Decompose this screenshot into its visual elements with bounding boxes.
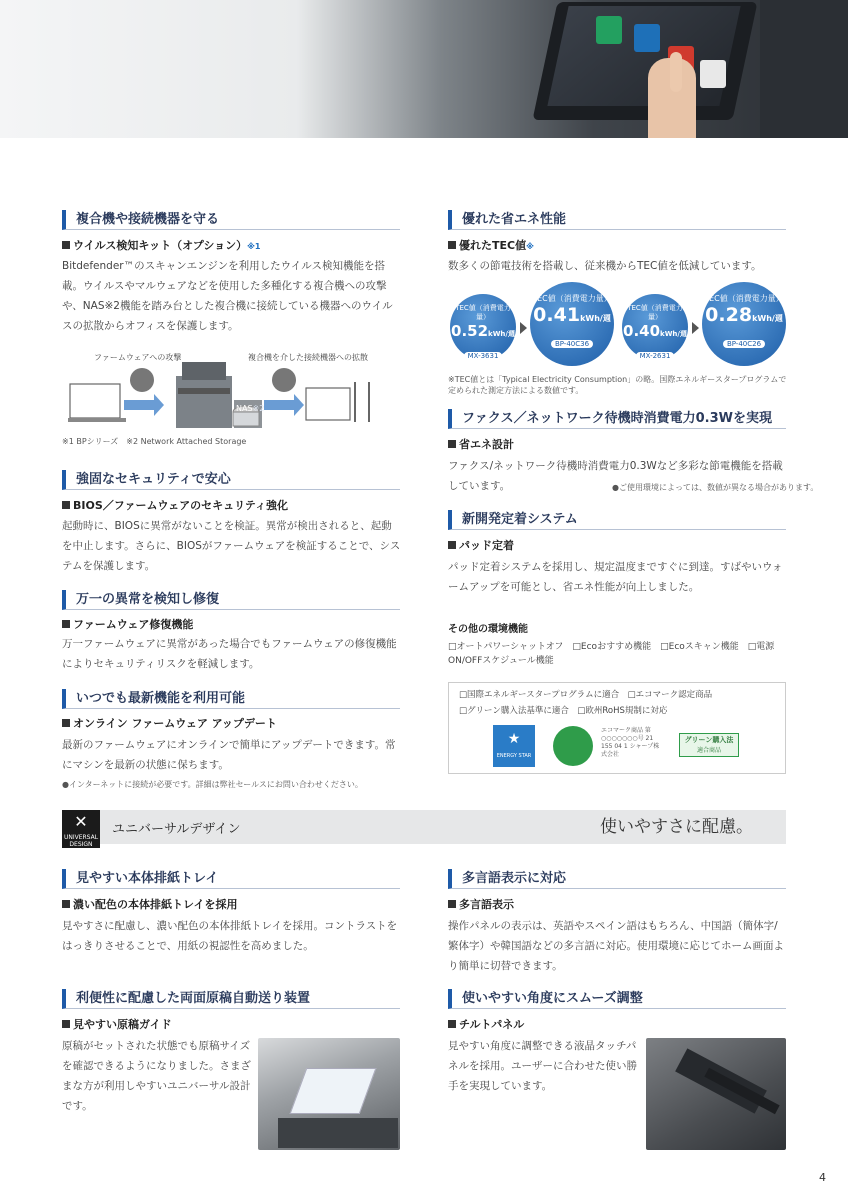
section-title: 使いやすい角度にスムーズ調整 [448,989,786,1009]
body-text: 原稿がセットされた状態でも原稿サイズを確認できるようになりました。さまざまな方が利用しやすいユニバーサル設計です。 [62,1040,251,1112]
footnote: ●ご使用環境によっては、数値が異なる場合があります。 [612,483,819,492]
touch-screen [547,6,740,106]
body-text: Bitdefender™のスキャンエンジンを利用したウイルス検知機能を搭載。ウイルスやマルウェアなどを使用した多種化する複合機への攻撃や、NAS※2機能を踏み台とした複合機に接続している機器へのウイルスの拡散からオフィスを保護します。 [62,260,393,332]
subheading: 省エネ設計 [448,436,514,452]
tec-badge: TEC値（消費電力量） 0.52kWh/週 MX-3631 [450,294,516,360]
section-title: 利便性に配慮した両面原稿自動送り装置 [62,989,400,1009]
banner-title: ユニバーサルデザイン [112,822,241,837]
body-text: 起動時に、BIOSに異常がないことを検証。異常が検出されると、起動を中止します。さらに、BIOSがファームウェアを検証することで、システムを保護します。 [62,520,401,572]
body-text: 見やすい角度に調整できる液晶タッチパネルを採用。ユーザーに合わせた使い勝手を実現しています。 [448,1040,637,1092]
section-title: 多言語表示に対応 [448,869,786,889]
app-tile [596,16,622,44]
subheading: 濃い配色の本体排紙トレイを採用 [62,896,237,912]
subheading: チルトパネル [448,1016,524,1032]
body-text: パッド定着システムを採用し、規定温度まですぐに到達。すばやいウォームアップを可能とし、省エネ性能が向上しました。 [448,561,783,593]
arrow-icon [692,322,699,334]
section-title: 優れた省エネ性能 [448,210,786,230]
section-title: 万一の異常を検知し修復 [62,590,400,610]
finger-photo [670,52,682,92]
tec-badge: TEC値（消費電力量） 0.28kWh/週 BP-40C26 [702,282,786,366]
body-text: 万一ファームウェアに異常があった場合でもファームウェアの修復機能によりセキュリティリスクを軽減します。 [62,638,397,670]
section-title: 見やすい本体排紙トレイ [62,869,400,889]
green-purchase-badge: グリーン購入法 適合商品 [679,733,739,757]
arrow-icon [520,322,527,334]
hero-photo [0,0,848,138]
eco-mark-logo [553,726,593,766]
subheading: 優れたTEC値※ [448,237,534,253]
certification-box: □国際エネルギースタープログラムに適合 □エコマーク認定商品 □グリーン購入法基準に適合 □欧州RoHS規制に対応 ★ ENERGY STAR エコマーク商品 第○○○○○○○号 21 155 04 1 シャープ株式会社 グリーン購入法 適合商品 [448,682,786,774]
body-text: ファクス/ネットワーク待機時消費電力0.3Wなど多彩な節電機能を搭載しています。 [448,460,783,492]
section-title: いつでも最新機能を利用可能 [62,689,400,709]
app-tile [634,24,660,52]
env-title: その他の環境機能 [448,624,528,635]
body-text: 数多くの節電技術を搭載し、従来機からTEC値を低減しています。 [448,260,762,272]
section-title: 複合機や接続機器を守る [62,210,400,230]
subheading: ファームウェア修復機能 [62,616,193,632]
virus-diagram: ファームウェアへの攻撃 複合機を介した接続機器への拡散 NAS※2 [68,348,398,438]
eco-mark-text: エコマーク商品 第○○○○○○○号 21 155 04 1 シャープ株式会社 [601,727,660,758]
subheading: 見やすい原稿ガイド [62,1016,172,1032]
section-title: 強固なセキュリティで安心 [62,470,400,490]
subheading: ウイルス検知キット（オプション）※1 [62,237,260,253]
section-title: 新開発定着システム [448,510,786,530]
subheading: 多言語表示 [448,896,514,912]
body-text: 操作パネルの表示は、英語やスペイン語はもちろん、中国語（簡体字/繁体字）や韓国語などの多言語に対応。使用環境に応じてホーム画面より簡単に切替できます。 [448,920,784,972]
tilt-panel-photo [646,1038,786,1150]
subheading: オンライン ファームウェア アップデート [62,715,277,731]
energy-star-logo: ★ ENERGY STAR [493,725,535,767]
body-text: 最新のファームウェアにオンラインで簡単にアップデートできます。常にマシンを最新の状態に保ちます。 [62,739,396,771]
env-features: □オートパワーシャットオフ □Ecoおすすめ機能 □Ecoスキャン機能 □電源ON/OFFスケジュール機能 [448,642,775,666]
app-tile [700,60,726,88]
page-number: 4 [819,1171,826,1184]
banner-tagline: 使いやすさに配慮。 [600,817,753,837]
footnote: ●インターネットに接続が必要です。詳細は弊社セールスにお問い合わせください。 [62,780,363,789]
universal-design-icon: ✕ UNIVERSAL DESIGN [63,812,99,848]
tec-badge: TEC値（消費電力量） 0.41kWh/週 BP-40C36 [530,282,614,366]
body-text: 見やすさに配慮し、濃い配色の本体排紙トレイを採用。コントラストをはっきりさせることで、用紙の視認性を高めました。 [62,920,398,952]
footnote: ※1 BPシリーズ ※2 Network Attached Storage [62,437,247,446]
tec-badge: TEC値（消費電力量） 0.40kWh/週 MX-2631 [622,294,688,360]
section-title: ファクス／ネットワーク待機時消費電力0.3Wを実現 [448,409,786,429]
footnote: ※TEC値とは「Typical Electricity Consumption」の略。国際エネルギースタープログラムで定められた測定方法による数値です。 [448,375,787,395]
document-feeder-photo [258,1038,400,1150]
subheading: パッド定着 [448,537,514,553]
subheading: BIOS／ファームウェアのセキュリティ強化 [62,497,288,513]
